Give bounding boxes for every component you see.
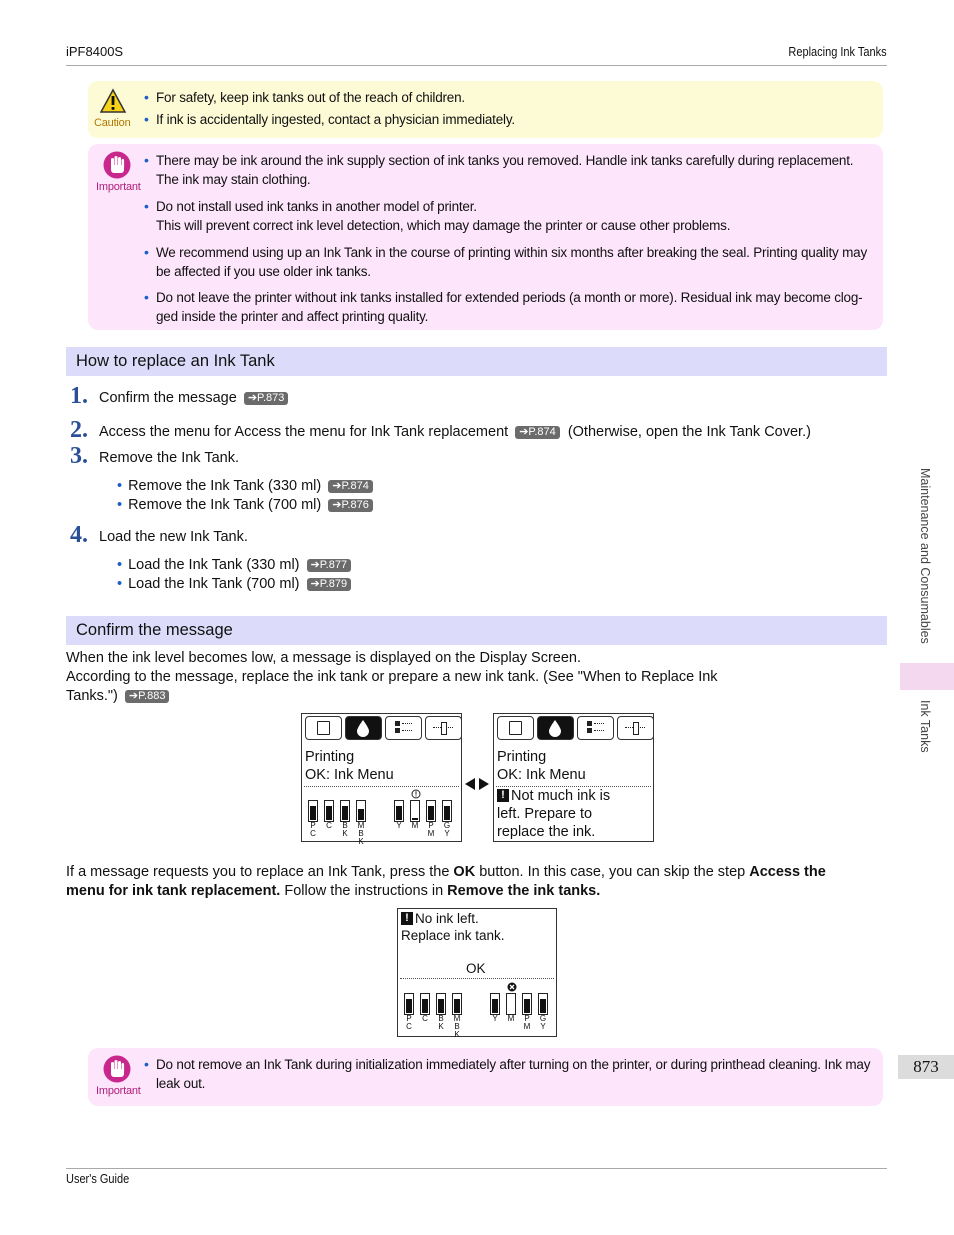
caution-item: • For safety, keep ink tanks out of the reach of children. xyxy=(144,89,465,105)
alternating-arrows-icon xyxy=(465,778,489,790)
tab-ink-drop-icon xyxy=(345,716,382,740)
list-item: • Load the Ink Tank (700 ml) ➔P.879 xyxy=(117,576,351,592)
side-tab-chapter[interactable]: Maintenance and Consumables xyxy=(918,468,932,644)
ink-gauge-label: M B K xyxy=(357,821,365,846)
footer-text: User's Guide xyxy=(66,1172,130,1186)
ink-gauge-label: M B K xyxy=(453,1014,461,1039)
important-label: Important xyxy=(96,1085,141,1097)
ink-level-fill xyxy=(406,999,412,1013)
caution-icon xyxy=(99,88,127,114)
ok-button[interactable]: OK xyxy=(466,961,486,976)
ink-gauge-label: B K xyxy=(438,1014,444,1031)
ink-gauge xyxy=(436,993,446,1015)
screen-tabs xyxy=(305,716,462,740)
ink-level-fill xyxy=(492,999,498,1013)
ink-gauge xyxy=(340,800,350,822)
step-number: 3. xyxy=(70,443,88,469)
ink-level-fill xyxy=(358,809,364,820)
display-screen-low-ink xyxy=(493,713,654,842)
step-text: Load the new Ink Tank. xyxy=(99,529,248,545)
ink-gauge-label: G Y xyxy=(443,821,451,838)
step-text: Access the menu for Access the menu for Ink Tank replacement ➔P.874 (Otherwise, open the Ink Tank Cover.) xyxy=(99,424,811,440)
ink-gauge-label: B K xyxy=(342,821,348,838)
ink-gauge-label: P C xyxy=(310,821,316,838)
step-number: 2. xyxy=(70,417,88,443)
ink-gauge-label: P M xyxy=(523,1014,531,1031)
alert-icon: ! xyxy=(497,789,509,802)
ink-level-fill xyxy=(428,806,434,820)
ink-gauge xyxy=(394,800,404,822)
ink-level-fill xyxy=(412,818,418,820)
low-ink-warning-icon xyxy=(411,789,421,799)
stop-hand-icon xyxy=(102,150,132,180)
paragraph-line: According to the message, replace the ink tank or prepare a new ink tank. (See "When to Replace Ink xyxy=(66,669,718,685)
screen-line: Replace ink tank. xyxy=(401,928,505,943)
important-item: • Do not install used ink tanks in another model of printer. xyxy=(144,198,477,214)
footer-divider xyxy=(66,1168,887,1169)
screen-line: Printing xyxy=(497,749,547,765)
screen-message: Not much ink is xyxy=(511,788,611,804)
display-screen-printing xyxy=(301,713,462,846)
paragraph-line: When the ink level becomes low, a message is displayed on the Display Screen. xyxy=(66,650,582,666)
ink-gauge-label: M xyxy=(411,821,419,830)
list-item: • Load the Ink Tank (330 ml) ➔P.877 xyxy=(117,557,351,573)
paragraph-line: Tanks.") ➔P.883 xyxy=(66,687,169,706)
empty-ink-error-icon xyxy=(507,982,517,992)
ink-gauge xyxy=(442,800,452,822)
ink-gauge-label: C xyxy=(422,1014,428,1023)
screen-tabs xyxy=(497,716,654,740)
tab-settings-icon xyxy=(577,716,614,740)
ink-gauge xyxy=(426,800,436,822)
important-item: • There may be ink around the ink supply section of ink tanks you removed. Handle ink tanks carefully during replacement. The ink may stain clothing. xyxy=(144,152,854,187)
tab-paper-icon xyxy=(305,716,342,740)
header-model: iPF8400S xyxy=(66,44,124,59)
ink-gauge xyxy=(410,800,420,822)
page-ref-link[interactable]: ➔P.874 xyxy=(515,426,560,439)
step-number: 4. xyxy=(70,522,88,548)
page-ref-link[interactable]: ➔P.876 xyxy=(328,499,373,512)
caution-label: Caution xyxy=(94,117,131,129)
step-text: Remove the Ink Tank. xyxy=(99,450,239,466)
page-ref-link[interactable]: ➔P.874 xyxy=(328,480,373,493)
important-item: • Do not remove an Ink Tank during initialization immediately after turning on the printer, or during printhead cleaning. Ink may leak out. xyxy=(144,1056,871,1091)
screen-line: No ink left. xyxy=(415,911,479,926)
display-screen-no-ink xyxy=(397,908,557,1037)
ink-level-fill xyxy=(422,999,428,1013)
caution-item: • If ink is accidentally ingested, contact a physician immediately. xyxy=(144,111,515,127)
ink-gauge-label: P C xyxy=(406,1014,412,1031)
section-heading: Confirm the message xyxy=(66,616,887,645)
ink-gauge-label: Y xyxy=(492,1014,498,1023)
tab-adjust-icon xyxy=(617,716,654,740)
ink-gauge xyxy=(324,800,334,822)
screen-message: left. Prepare to xyxy=(497,806,593,822)
ink-level-fill xyxy=(524,999,530,1013)
ink-gauge xyxy=(506,993,516,1015)
important-label: Important xyxy=(96,181,141,193)
paragraph: If a message requests you to replace an Ink Tank, press the OK button. In this case, you can skip the step Access the menu for ink tank replacement. Follow the instructions in Remove the ink tanks. xyxy=(66,864,826,899)
ink-gauge xyxy=(538,993,548,1015)
screen-divider xyxy=(400,978,554,979)
important-box xyxy=(88,1048,883,1106)
ink-level-fill xyxy=(310,806,316,820)
screen-line: Printing xyxy=(305,749,355,765)
ink-gauge xyxy=(308,800,318,822)
page-ref-link[interactable]: ➔P.877 xyxy=(307,559,352,572)
important-box xyxy=(88,144,883,330)
important-item-continued: This will prevent correct ink level detection, which may damage the printer or cause other problems. xyxy=(156,218,731,233)
tab-adjust-icon xyxy=(425,716,462,740)
ink-gauge xyxy=(404,993,414,1015)
ink-level-fill xyxy=(342,806,348,820)
ink-gauge-label: C xyxy=(326,821,332,830)
important-item: • Do not leave the printer without ink tanks installed for extended periods (a month or more). Residual ink may become clog-ged inside the printer and affect printing quality. xyxy=(144,289,863,324)
section-heading: How to replace an Ink Tank xyxy=(66,347,887,376)
header-divider xyxy=(66,65,887,66)
tab-paper-icon xyxy=(497,716,534,740)
ink-gauge-label: M xyxy=(507,1014,515,1023)
page-ref-link[interactable]: ➔P.883 xyxy=(125,690,170,703)
list-item: • Remove the Ink Tank (330 ml) ➔P.874 xyxy=(117,478,373,494)
ink-gauge-label: P M xyxy=(427,821,435,838)
ink-gauge-label: Y xyxy=(396,821,402,830)
ink-level-fill xyxy=(438,999,444,1013)
page-ref-link[interactable]: ➔P.873 xyxy=(244,392,289,405)
ink-gauge xyxy=(356,800,366,822)
ink-gauge xyxy=(490,993,500,1015)
screen-line: OK: Ink Menu xyxy=(305,767,394,783)
ink-level-fill xyxy=(326,806,332,820)
step-number: 1. xyxy=(70,383,88,409)
ink-level-fill xyxy=(444,806,450,820)
side-tab-highlight xyxy=(900,663,954,690)
stop-hand-icon xyxy=(102,1054,132,1084)
ink-gauge xyxy=(522,993,532,1015)
ink-gauge xyxy=(452,993,462,1015)
caution-box xyxy=(88,81,883,138)
page-ref-link[interactable]: ➔P.879 xyxy=(307,578,352,591)
page-number: 873 xyxy=(898,1055,954,1079)
screen-divider xyxy=(304,786,459,787)
ink-level-fill xyxy=(396,806,402,820)
tab-ink-drop-icon xyxy=(537,716,574,740)
side-tab-section[interactable]: Ink Tanks xyxy=(918,700,932,753)
important-item: • We recommend using up an Ink Tank in the course of printing within six months after breaking the seal. Printing quality may be affected if you use older ink tanks. xyxy=(144,244,868,279)
ink-gauge-label: G Y xyxy=(539,1014,547,1031)
ink-level-fill xyxy=(454,999,460,1013)
header-title: Replacing Ink Tanks xyxy=(788,45,887,59)
step-text: Confirm the message ➔P.873 xyxy=(99,390,288,406)
list-item: • Remove the Ink Tank (700 ml) ➔P.876 xyxy=(117,497,373,513)
alert-icon: ! xyxy=(401,912,413,925)
tab-settings-icon xyxy=(385,716,422,740)
ink-gauge xyxy=(420,993,430,1015)
screen-message: replace the ink. xyxy=(497,824,596,840)
ink-level-fill xyxy=(540,999,546,1013)
screen-line: OK: Ink Menu xyxy=(497,767,586,783)
